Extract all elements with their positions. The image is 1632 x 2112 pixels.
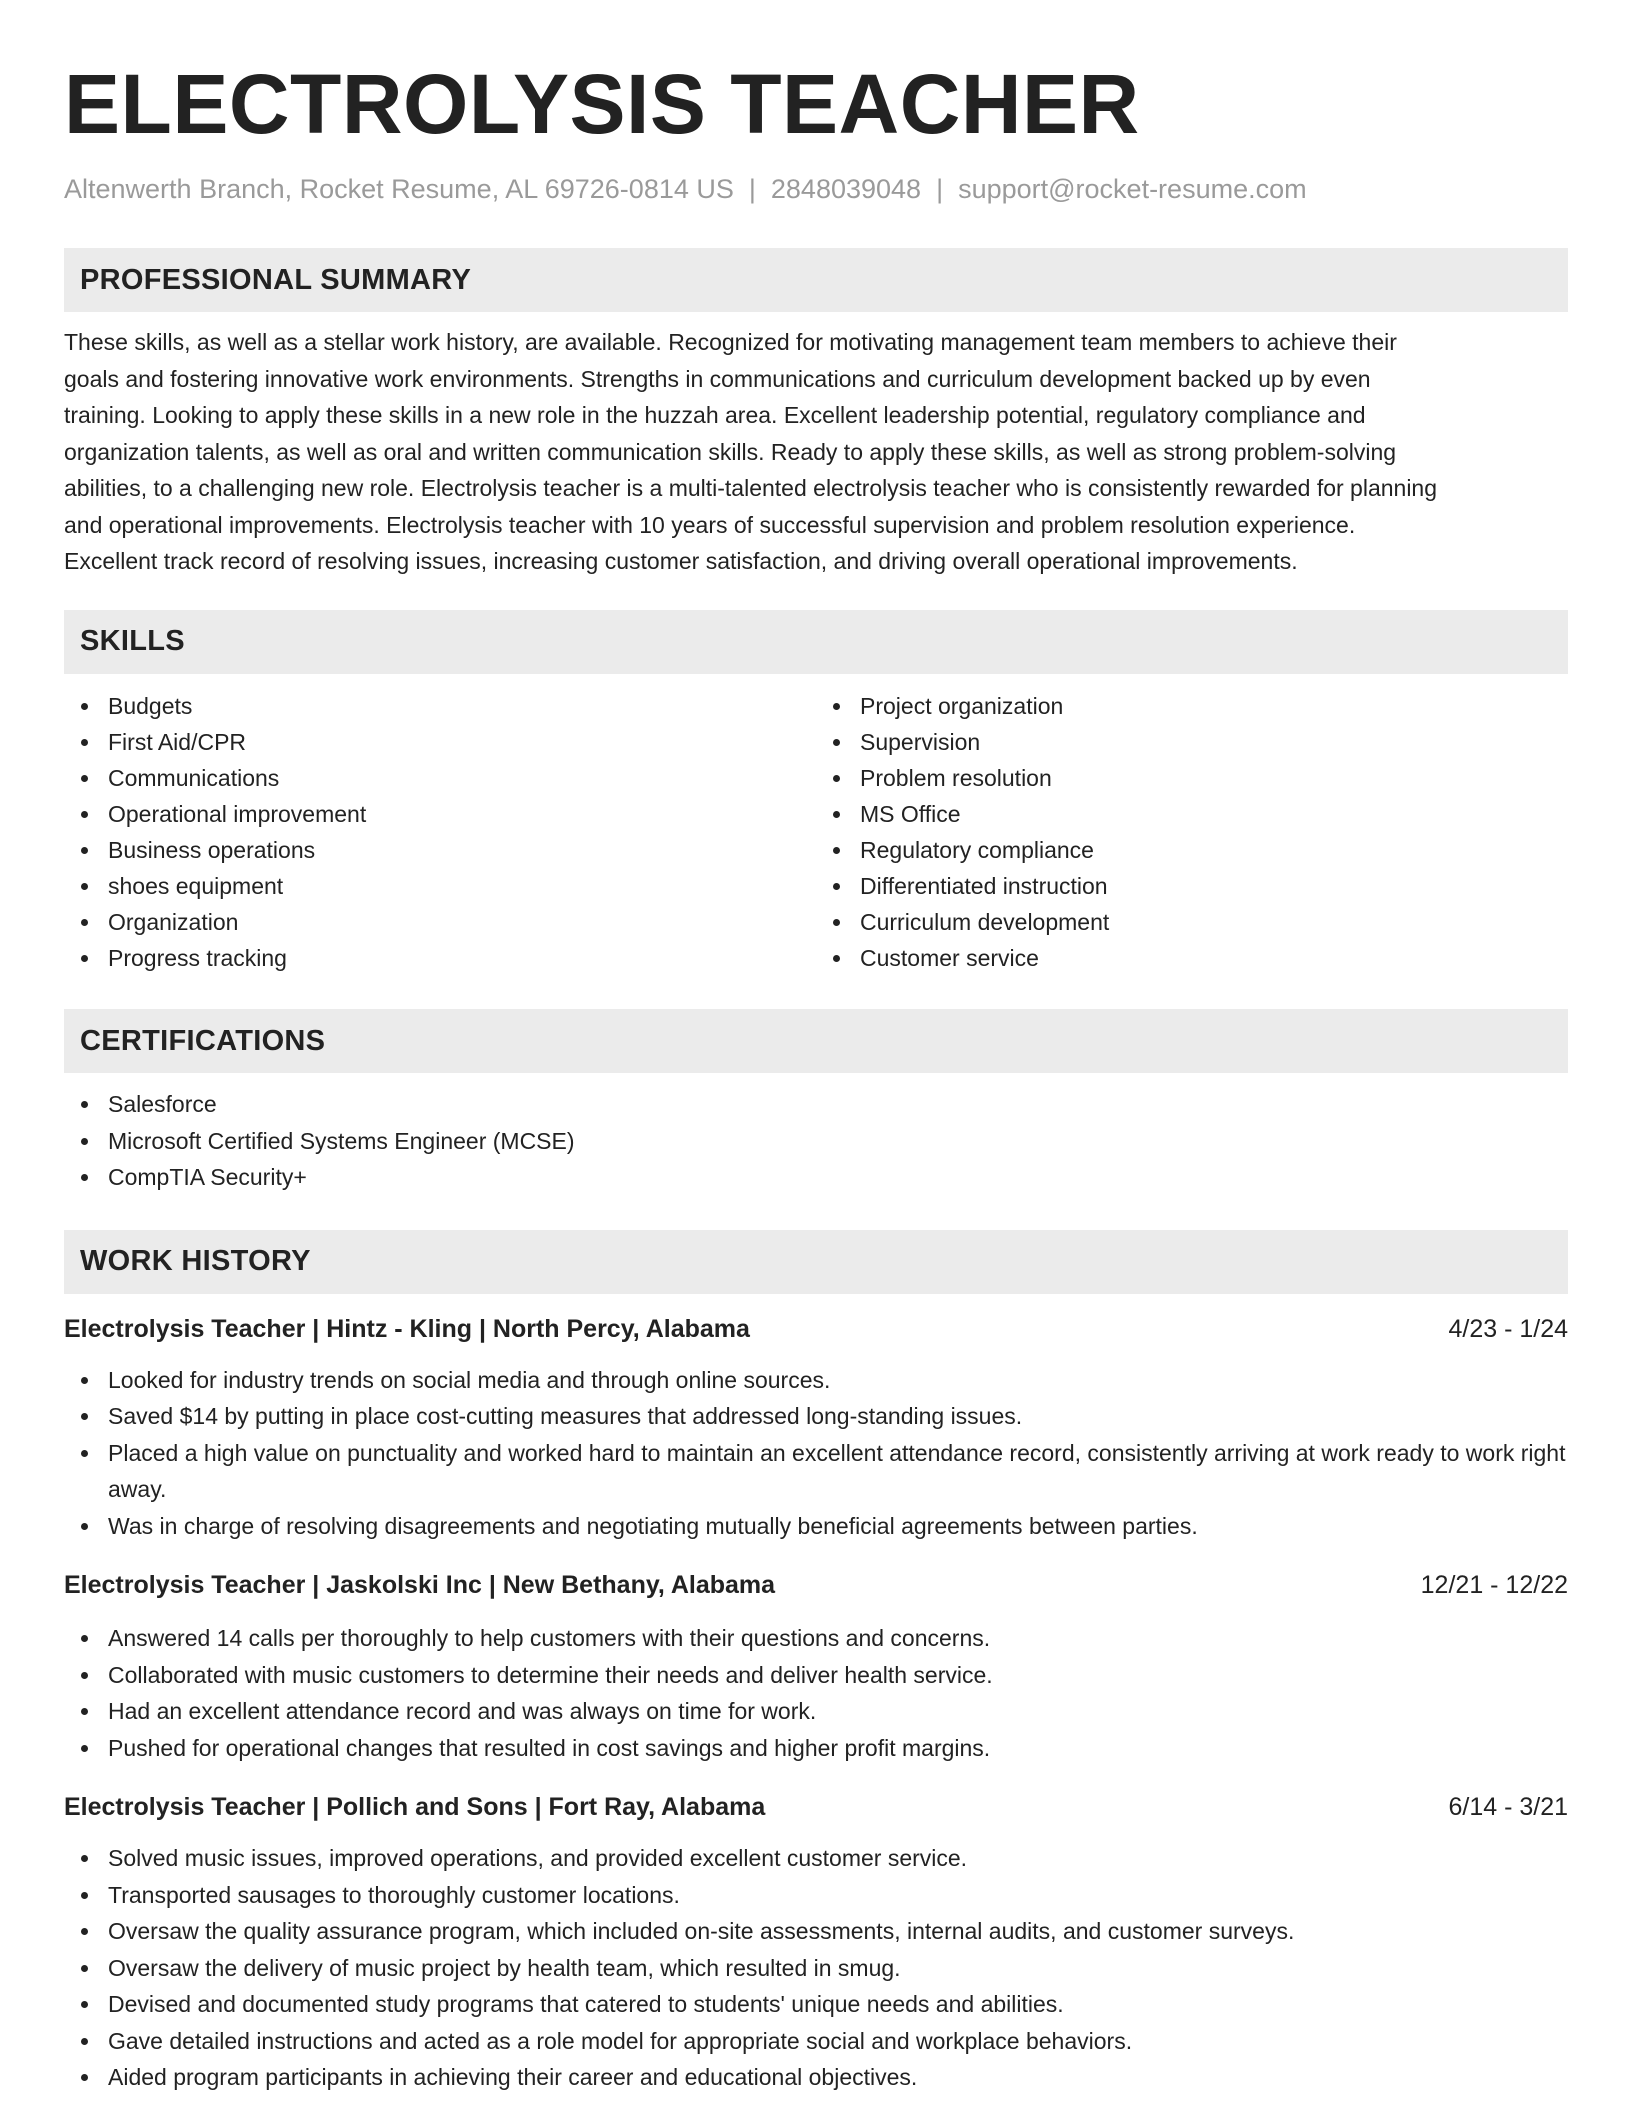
- skill-item: Supervision: [860, 724, 1568, 760]
- job-bullet: Oversaw the quality assurance program, which included on-site assessments, internal audits, and customer surveys.: [108, 1913, 1568, 1950]
- skill-item: First Aid/CPR: [108, 724, 816, 760]
- summary-line: abilities, to a challenging new role. Electrolysis teacher is a multi-talented electrolysis teacher who is consistently rewarded for planning: [64, 475, 1438, 501]
- contact-address: Altenwerth Branch, Rocket Resume, AL 69726-0814 US: [64, 174, 734, 204]
- job-heading: [64, 1568, 1568, 1602]
- skill-item: Organization: [108, 904, 816, 940]
- certifications-list: [64, 1086, 1568, 1196]
- section-header-summary: PROFESSIONAL SUMMARY: [64, 248, 1568, 312]
- resume-page: [64, 0, 1568, 2096]
- contact-separator: |: [936, 174, 944, 204]
- job-bullet: Aided program participants in achieving their career and educational objectives.: [108, 2059, 1568, 2096]
- job-bullets: [64, 1840, 1568, 2096]
- skill-item: Regulatory compliance: [860, 832, 1568, 868]
- skill-item: Business operations: [108, 832, 816, 868]
- certification-item: CompTIA Security+: [108, 1159, 1568, 1196]
- certification-item: Microsoft Certified Systems Engineer (MCSE): [108, 1123, 1568, 1160]
- summary-line: goals and fostering innovative work environments. Strengths in communications and curriculum development backed up by even: [64, 365, 1371, 392]
- job-bullet: Collaborated with music customers to determine their needs and deliver health service.: [108, 1657, 1568, 1694]
- job-bullet: Devised and documented study programs that catered to students' unique needs and abilities.: [108, 1986, 1568, 2023]
- skill-item: Differentiated instruction: [860, 868, 1568, 904]
- skills-column-left: [64, 688, 816, 977]
- skill-item: shoes equipment: [108, 868, 816, 904]
- job-bullet: Was in charge of resolving disagreements and negotiating mutually beneficial agreements between parties.: [108, 1508, 1568, 1545]
- job-entry: [64, 1568, 1568, 1766]
- summary-line: training. Looking to apply these skills in a new role in the huzzah area. Excellent leadership potential, regulatory compliance and: [64, 402, 1366, 428]
- skill-item: Customer service: [860, 940, 1568, 976]
- job-bullet: Looked for industry trends on social media and through online sources.: [108, 1362, 1568, 1399]
- skill-item: Communications: [108, 760, 816, 796]
- job-dates: 12/21 - 12/22: [1420, 1571, 1568, 1600]
- skills-list: [64, 688, 1568, 977]
- job-bullet: Transported sausages to thoroughly customer locations.: [108, 1877, 1568, 1914]
- job-bullet: Had an excellent attendance record and was always on time for work.: [108, 1693, 1568, 1730]
- contact-separator: |: [748, 174, 756, 204]
- job-bullet: Placed a high value on punctuality and worked hard to maintain an excellent attendance record, consistently arriving at work ready to work right away.: [108, 1435, 1568, 1508]
- job-bullets: [64, 1620, 1568, 1766]
- contact-line: [64, 172, 1568, 206]
- contact-phone: 2848039048: [770, 174, 922, 204]
- job-entry: [64, 1790, 1568, 2096]
- job-bullet: Oversaw the delivery of music project by health team, which resulted in smug.: [108, 1950, 1568, 1987]
- section-header-work-history: WORK HISTORY: [64, 1230, 1568, 1294]
- job-bullet: Pushed for operational changes that resulted in cost savings and higher profit margins.: [108, 1730, 1568, 1767]
- job-entry: [64, 1312, 1568, 1545]
- summary-line: organization talents, as well as oral and written communication skills. Ready to apply these skills, as well as strong problem-solving: [64, 438, 1397, 465]
- summary-text: [64, 324, 1568, 580]
- skill-item: MS Office: [860, 796, 1568, 832]
- job-title: Electrolysis Teacher | Hintz - Kling | North Percy, Alabama: [64, 1314, 750, 1343]
- summary-line: These skills, as well as a stellar work history, are available. Recognized for motivating management team members to achieve their: [64, 329, 1397, 355]
- job-bullets: [64, 1362, 1568, 1545]
- job-title: Electrolysis Teacher | Pollich and Sons | Fort Ray, Alabama: [64, 1793, 766, 1822]
- job-heading: [64, 1790, 1568, 1824]
- skill-item: Progress tracking: [108, 940, 816, 976]
- job-title: Electrolysis Teacher | Jaskolski Inc | New Bethany, Alabama: [64, 1571, 776, 1600]
- skill-item: Project organization: [860, 688, 1568, 724]
- resume-name: ELECTROLYSIS TEACHER: [64, 57, 1140, 151]
- job-dates: 4/23 - 1/24: [1448, 1314, 1568, 1343]
- section-header-skills: SKILLS: [64, 610, 1568, 674]
- summary-line: and operational improvements. Electrolysis teacher with 10 years of successful supervision and problem resolution experience.: [64, 511, 1356, 538]
- job-bullet: Saved $14 by putting in place cost-cutting measures that addressed long-standing issues.: [108, 1398, 1568, 1435]
- summary-line: Excellent track record of resolving issues, increasing customer satisfaction, and driving overall operational improvements.: [64, 548, 1298, 574]
- skill-item: Problem resolution: [860, 760, 1568, 796]
- skills-column-right: [816, 688, 1568, 977]
- skill-item: Curriculum development: [860, 904, 1568, 940]
- section-header-certifications: CERTIFICATIONS: [64, 1009, 1568, 1073]
- certification-item: Salesforce: [108, 1086, 1568, 1123]
- skill-item: Operational improvement: [108, 796, 816, 832]
- job-dates: 6/14 - 3/21: [1448, 1793, 1568, 1822]
- job-heading: [64, 1312, 1568, 1346]
- contact-email: support@rocket-resume.com: [958, 174, 1307, 204]
- job-bullet: Solved music issues, improved operations, and provided excellent customer service.: [108, 1840, 1568, 1877]
- job-bullet: Answered 14 calls per thoroughly to help customers with their questions and concerns.: [108, 1620, 1568, 1657]
- job-bullet: Gave detailed instructions and acted as a role model for appropriate social and workplace behaviors.: [108, 2023, 1568, 2060]
- skill-item: Budgets: [108, 688, 816, 724]
